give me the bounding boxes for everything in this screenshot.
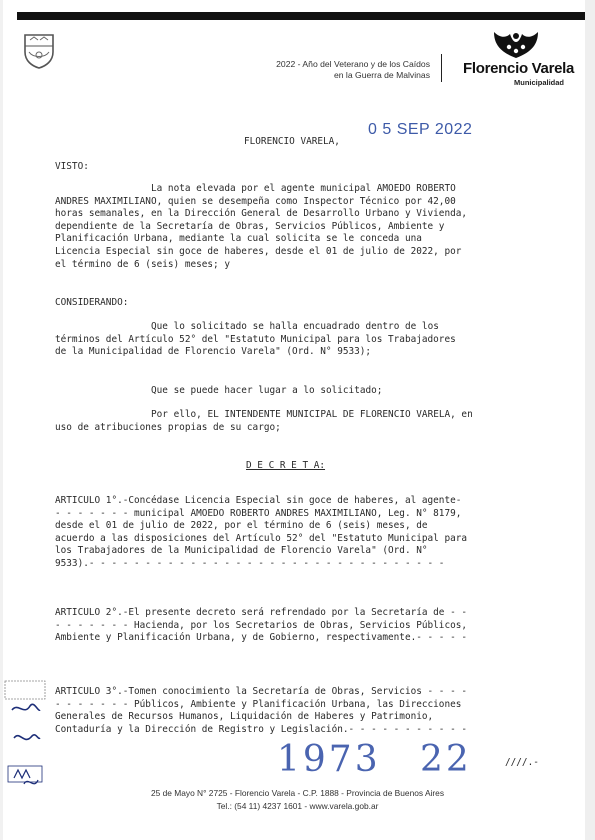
footer-contact: Tel.: (54 11) 4237 1601 - www.varela.gob.ar bbox=[216, 801, 379, 811]
articulo-1-line: desde el 01 de julio de 2022, por el término de 6 (seis) meses, de bbox=[55, 520, 428, 532]
brand-name: Florencio Varela bbox=[463, 60, 575, 77]
articulo-2-line: - - - - - - - Hacienda, por los Secretarios de Obras, Servicios Públicos, bbox=[55, 619, 468, 631]
year-motto-line2: en la Guerra de Malvinas bbox=[333, 69, 430, 80]
considerando-paragraph-2 bbox=[55, 385, 537, 398]
scan-edge-right bbox=[585, 0, 595, 840]
scan-top-bar bbox=[17, 12, 585, 20]
considerando-line: términos del Artículo 52° del "Estatuto Municipal para los Trabajadores bbox=[55, 333, 456, 345]
articulo-3-line: Generales de Recursos Humanos, Liquidación de Haberes y Patrimonio, bbox=[55, 711, 434, 723]
visto-line: Planificación Urbana, mediante la cual solicita se le conceda una bbox=[55, 233, 422, 245]
visto-line: La nota elevada por el agente municipal AMOEDO ROBERTO bbox=[151, 183, 456, 194]
considerando-heading: CONSIDERANDO: bbox=[55, 297, 129, 308]
considerando-line: Que se puede hacer lugar a lo solicitado; bbox=[151, 385, 383, 396]
articulo-2 bbox=[55, 607, 537, 645]
considerando-paragraph-3 bbox=[55, 409, 537, 434]
visto-line: dependiente de la Secretaría de Obras, Servicios Públicos, Ambiente y bbox=[55, 220, 445, 232]
articulo-3-line: Contaduría y la Dirección de Registro y Legislación.- - - - - - - - - - - bbox=[55, 723, 468, 735]
considerando-line: Que lo solicitado se halla encuadrado dentro de los bbox=[151, 321, 439, 332]
visto-paragraph bbox=[55, 183, 537, 271]
articulo-1-line: 9533).- - - - - - - - - - - - - - - - - - - - - - - - - - - - - - - - bbox=[55, 557, 445, 569]
considerando-line: uso de atribuciones propias de su cargo; bbox=[55, 421, 281, 433]
articulo-3-line: - - - - - - - Públicos, Ambiente y Planificación Urbana, las Direcciones bbox=[55, 698, 462, 710]
date-stamp: 0 5 SEP 2022 bbox=[368, 121, 473, 138]
considerando-paragraph-1 bbox=[55, 321, 537, 359]
articulo-1-line: ARTICULO 1°.-Concédase Licencia Especial sin goce de haberes, al agente- bbox=[55, 495, 462, 506]
decree-number-tail: ////.- bbox=[505, 757, 539, 768]
articulo-1-line: los Trabajadores de la Municipalidad de Florencio Varela" (Ord. N° bbox=[55, 545, 428, 557]
signature-initials-icon bbox=[4, 680, 48, 790]
articulo-1 bbox=[55, 495, 537, 571]
articulo-3 bbox=[55, 686, 537, 736]
scan-edge-left bbox=[0, 0, 3, 840]
articulo-1-line: - - - - - - - municipal AMOEDO ROBERTO ANDRES MAXIMILIANO, Leg. N° 8179, bbox=[55, 507, 462, 519]
visto-line: ANDRES MAXIMILIANO, quien se desempeña como Inspector Técnico por 42,00 bbox=[55, 195, 456, 207]
decreta-heading: D E C R E T A: bbox=[246, 460, 326, 471]
year-motto-line1: 2022 - Año del Veterano y de los Caídos bbox=[276, 59, 430, 69]
municipal-shield-icon bbox=[22, 32, 56, 70]
place-label: FLORENCIO VARELA, bbox=[244, 136, 340, 147]
header-divider bbox=[441, 54, 442, 82]
considerando-line: de la Municipalidad de Florencio Varela" (Ord. N° 9533); bbox=[55, 346, 372, 358]
articulo-2-line: ARTICULO 2°.-El presente decreto será refrendado por la Secretaría de - - bbox=[55, 607, 468, 618]
footer-address: 25 de Mayo N° 2725 - Florencio Varela - C.P. 1888 - Provincia de Buenos Aires bbox=[150, 788, 445, 798]
decree-year: 22 bbox=[420, 739, 472, 780]
decree-number: 1973 bbox=[277, 739, 381, 780]
visto-line: el término de 6 (seis) meses; y bbox=[55, 258, 230, 270]
articulo-1-line: acuerdo a las disposiciones del Artículo 52° del "Estatuto Municipal para bbox=[55, 532, 468, 544]
visto-heading: VISTO: bbox=[55, 161, 89, 172]
visto-line: horas semanales, en la Dirección General de Desarrollo Urbano y Vivienda, bbox=[55, 208, 468, 220]
articulo-3-line: ARTICULO 3°.-Tomen conocimiento la Secretaría de Obras, Servicios - - - - bbox=[55, 686, 468, 697]
visto-line: Licencia Especial sin goce de haberes, desde el 01 de julio de 2022, por bbox=[55, 245, 462, 257]
considerando-line: Por ello, EL INTENDENTE MUNICIPAL DE FLORENCIO VARELA, en bbox=[151, 409, 473, 420]
articulo-2-line: Ambiente y Planificación Urbana, y de Gobierno, respectivamente.- - - - - bbox=[55, 632, 468, 644]
brand-sub: Municipalidad bbox=[514, 78, 565, 87]
florencio-varela-logo-icon bbox=[490, 30, 542, 60]
